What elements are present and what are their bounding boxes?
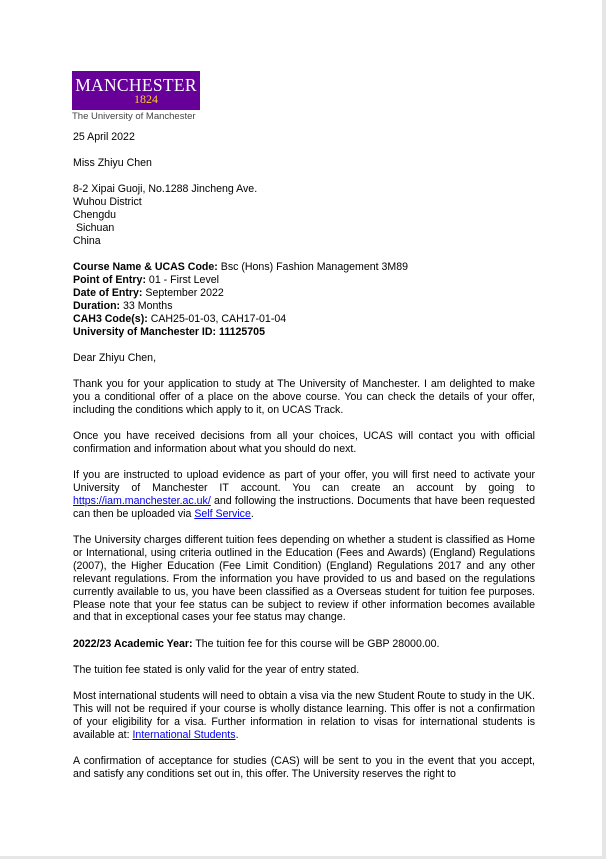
course-name-value: Bsc (Hons) Fashion Management 3M89 bbox=[217, 261, 408, 273]
recipient-name: Miss Zhiyu Chen bbox=[73, 157, 152, 169]
entry-point-label: Point of Entry: bbox=[73, 273, 146, 286]
course-details bbox=[73, 261, 535, 338]
university-logo bbox=[72, 71, 200, 110]
paragraph-text: . bbox=[250, 507, 254, 520]
page-edge bbox=[602, 0, 606, 859]
entry-point-row bbox=[73, 274, 535, 287]
logo-wordmark: MANCHESTER bbox=[75, 75, 197, 95]
student-id-value: 11125705 bbox=[216, 325, 265, 338]
duration-value: 33 Months bbox=[120, 299, 173, 312]
address-line: 8-2 Xipai Guoji, No.1288 Jincheng Ave. bbox=[73, 183, 258, 195]
cah-codes-label: CAH3 Code(s): bbox=[73, 312, 148, 325]
address-line: Chengdu bbox=[73, 208, 117, 221]
paragraph-offer: Thank you for your application to study at The University of Manchester. I am delighted to make you a conditional offer of a place on the above course. You can check the details of your offer, including the conditions which apply to it, on UCAS Track. bbox=[73, 378, 535, 416]
paragraph-text: Most international students will need to obtain a visa via the new Student Route to study in the UK. This will not be required if your course is wholly distance learning. This offer is not a confirmation of your eligibility for a visa. Further information in relation to visas for international students is available at: bbox=[73, 690, 535, 741]
paragraph-text: . bbox=[235, 728, 239, 741]
entry-date-row bbox=[73, 287, 535, 300]
paragraph-fee-status: The University charges different tuition fees depending on whether a student is classified as Home or International, using criteria outlined in the Education (Fees and Awards) (England) Regulations (2007), the Higher Education (Fee Limit Condition) (England) Regulations 2017 and any other relevant regulations. From the information you have provided to us and based on the regulations currently available to us, you have been classified as a Overseas student for tuition fee purposes. Please note that your fee status can be subject to review if other information becomes available and that in exceptional cases your fee status may change. bbox=[73, 534, 535, 624]
international-students-link[interactable]: International Students bbox=[132, 728, 236, 741]
letter-date: 25 April 2022 bbox=[73, 131, 135, 143]
duration-label: Duration: bbox=[73, 299, 121, 312]
entry-point-value: 01 - First Level bbox=[145, 273, 219, 286]
salutation: Dear Zhiyu Chen, bbox=[73, 352, 157, 364]
logo-subtitle: The University of Manchester bbox=[72, 111, 196, 122]
academic-year-label: 2022/23 Academic Year: bbox=[73, 638, 193, 650]
entry-date-value: September 2022 bbox=[142, 286, 224, 299]
address-line: Wuhou District bbox=[73, 195, 142, 208]
course-name-label: Course Name & UCAS Code: bbox=[73, 261, 218, 273]
paragraph-tuition-fee bbox=[73, 638, 535, 651]
paragraph-fee-validity: The tuition fee stated is only valid for the year of entry stated. bbox=[73, 664, 360, 676]
course-name-row bbox=[73, 261, 535, 274]
entry-date-label: Date of Entry: bbox=[73, 286, 143, 299]
paragraph-text: and following the instructions. Documents that have been requested can then be uploaded via bbox=[73, 494, 535, 520]
self-service-link[interactable]: Self Service bbox=[194, 507, 251, 520]
recipient-address bbox=[73, 183, 535, 248]
student-id-row bbox=[73, 326, 535, 339]
logo-year: 1824 bbox=[134, 92, 158, 106]
paragraph-cas: A confirmation of acceptance for studies (CAS) will be sent to you in the event that you accept, and satisfy any conditions set out in, this offer. The University reserves the right to bbox=[73, 755, 535, 780]
address-line: Sichuan bbox=[73, 221, 115, 234]
cah-codes-value: CAH25-01-03, CAH17-01-04 bbox=[147, 312, 287, 325]
duration-row bbox=[73, 300, 535, 313]
paragraph-it-account bbox=[73, 469, 535, 521]
address-line: China bbox=[73, 234, 101, 247]
cah-codes-row bbox=[73, 313, 535, 326]
paragraph-visa bbox=[73, 690, 535, 742]
tuition-fee-value: The tuition fee for this course will be GBP 28000.00. bbox=[192, 638, 440, 650]
student-id-label: University of Manchester ID: bbox=[73, 325, 217, 338]
paragraph-text: If you are instructed to upload evidence as part of your offer, you will first need to activate your University of Manchester IT account. You can create an account by going to bbox=[73, 469, 535, 494]
paragraph-ucas: Once you have received decisions from all your choices, UCAS will contact you with official confirmation and information about what you should do next. bbox=[73, 430, 535, 455]
iam-link[interactable]: https://iam.manchester.ac.uk/ bbox=[73, 494, 211, 507]
